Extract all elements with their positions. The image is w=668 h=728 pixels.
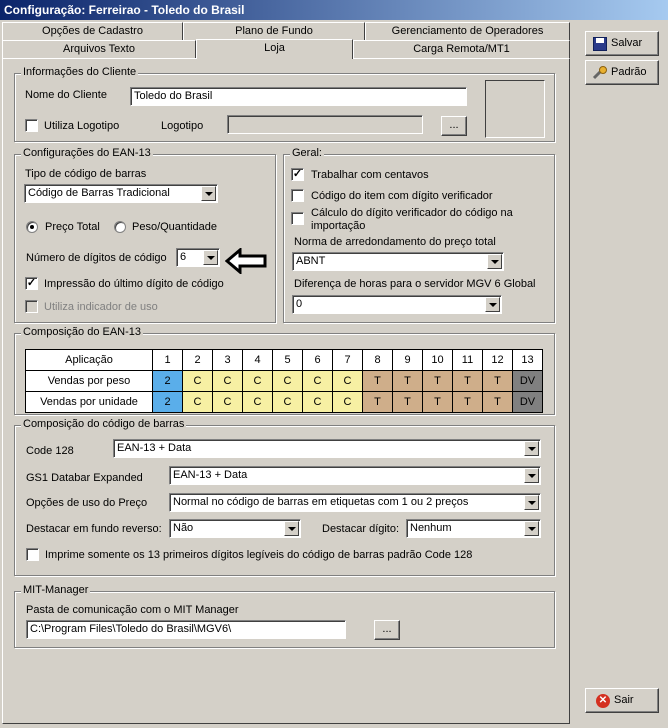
opcoes-preco-label: Opções de uso do Preço xyxy=(26,497,148,509)
header-cell: 7 xyxy=(333,350,363,371)
indicador-uso-label: Utiliza indicador de uso xyxy=(44,301,158,313)
tab-loja[interactable]: Loja xyxy=(196,39,353,59)
header-cell: 8 xyxy=(363,350,393,371)
nome-cliente-label: Nome do Cliente xyxy=(25,89,107,101)
gs1-label: GS1 Databar Expanded xyxy=(26,472,143,484)
table-cell: T xyxy=(453,392,483,413)
peso-quantidade-radio[interactable] xyxy=(114,221,126,233)
imprime-13-digitos-label: Imprime somente os 13 primeiros dígitos legíveis do código de barras padrão Code 128 xyxy=(45,549,473,561)
table-cell: C xyxy=(333,392,363,413)
wrench-icon xyxy=(592,66,608,80)
preco-total-label: Preço Total xyxy=(45,221,100,233)
table-cell: T xyxy=(393,392,423,413)
table-cell: T xyxy=(393,371,423,392)
header-cell: 6 xyxy=(303,350,333,371)
table-cell: DV xyxy=(513,392,543,413)
tab-gerenciamento-operadores[interactable]: Gerenciamento de Operadores xyxy=(365,22,570,40)
tipo-codigo-value: Código de Barras Tradicional xyxy=(28,187,170,199)
utiliza-logotipo-label: Utiliza Logotipo xyxy=(44,120,120,132)
arrow-left-icon xyxy=(225,248,267,274)
floppy-icon xyxy=(593,37,607,51)
tab-plano-fundo[interactable]: Plano de Fundo xyxy=(183,22,365,40)
diferenca-horas-select[interactable] xyxy=(292,295,502,314)
header-cell: 9 xyxy=(393,350,423,371)
header-cell: 11 xyxy=(453,350,483,371)
header-cell: 2 xyxy=(183,350,213,371)
header-cell: 3 xyxy=(213,350,243,371)
preco-total-radio[interactable] xyxy=(26,221,38,233)
logotipo-browse-button[interactable]: ... xyxy=(441,116,467,136)
tab-carga-remota[interactable]: Carga Remota/MT1 xyxy=(353,40,570,58)
calculo-digito-checkbox[interactable] xyxy=(291,212,304,225)
header-cell: 1 xyxy=(153,350,183,371)
group-legend: Composição do EAN-13 xyxy=(23,326,142,338)
chevron-down-icon[interactable] xyxy=(524,441,539,456)
header-cell: 4 xyxy=(243,350,273,371)
table-cell: T xyxy=(453,371,483,392)
row-label: Vendas por unidade xyxy=(26,392,153,413)
chevron-down-icon[interactable] xyxy=(524,521,539,536)
exit-button-label: Sair xyxy=(614,694,634,706)
table-cell: C xyxy=(183,392,213,413)
peso-quantidade-label: Peso/Quantidade xyxy=(132,221,218,233)
impressao-digito-checkbox[interactable]: ✓ xyxy=(26,277,37,289)
chevron-down-icon[interactable] xyxy=(201,186,216,201)
logotipo-input[interactable] xyxy=(227,115,423,134)
num-digitos-select[interactable] xyxy=(176,248,220,267)
chevron-down-icon[interactable] xyxy=(524,495,539,510)
pasta-mit-input[interactable]: C:\Program Files\Toledo do Brasil\MGV6\ xyxy=(26,620,346,639)
table-cell: C xyxy=(303,371,333,392)
code128-value: EAN-13 + Data xyxy=(117,442,192,454)
code128-label: Code 128 xyxy=(26,445,74,457)
header-cell: 10 xyxy=(423,350,453,371)
default-button-label: Padrão xyxy=(611,66,647,78)
nome-cliente-input[interactable]: Toledo do Brasil xyxy=(130,87,467,106)
table-cell: C xyxy=(303,392,333,413)
table-cell: C xyxy=(333,371,363,392)
table-row xyxy=(26,392,543,413)
code128-select[interactable] xyxy=(113,439,541,458)
header-cell: 5 xyxy=(273,350,303,371)
table-row xyxy=(26,350,543,371)
diferenca-horas-value: 0 xyxy=(296,298,303,310)
header-cell: 13 xyxy=(513,350,543,371)
tab-opcoes-cadastro[interactable]: Opções de Cadastro xyxy=(2,22,183,40)
imprime-13-digitos-checkbox[interactable] xyxy=(26,548,39,561)
num-digitos-value: 6 xyxy=(180,251,187,263)
default-button[interactable] xyxy=(585,60,659,85)
chevron-down-icon[interactable] xyxy=(487,254,502,269)
chevron-down-icon[interactable] xyxy=(203,250,218,265)
group-legend: Configurações do EAN-13 xyxy=(23,147,151,159)
window-title: Configuração: Ferreirao - Toledo do Brasil xyxy=(0,0,668,20)
table-cell: T xyxy=(483,371,513,392)
norma-value: ABNT xyxy=(296,255,326,267)
pasta-mit-browse-button[interactable]: ... xyxy=(374,620,400,640)
close-icon: ✕ xyxy=(596,694,610,708)
indicador-uso-checkbox[interactable] xyxy=(25,300,38,313)
row-label: Vendas por peso xyxy=(26,371,153,392)
save-button[interactable] xyxy=(585,31,659,56)
table-cell: 2 xyxy=(153,392,183,413)
table-cell: T xyxy=(423,371,453,392)
trabalhar-centavos-checkbox[interactable]: ✓ xyxy=(292,168,303,180)
logotipo-label: Logotipo xyxy=(161,120,204,132)
logo-preview xyxy=(485,80,545,138)
table-cell: C xyxy=(273,392,303,413)
table-cell: T xyxy=(363,392,393,413)
table-cell: C xyxy=(183,371,213,392)
calculo-digito-label-2: importação xyxy=(311,220,366,232)
group-legend: Geral: xyxy=(292,147,322,159)
chevron-down-icon[interactable] xyxy=(485,297,500,312)
codigo-item-label: Código do item com dígito verificador xyxy=(311,190,493,202)
norma-select[interactable] xyxy=(292,252,504,271)
table-cell: T xyxy=(483,392,513,413)
group-legend: MIT-Manager xyxy=(23,584,89,596)
destacar-digito-label: Destacar dígito: xyxy=(322,523,400,535)
ean-composition-table xyxy=(25,349,543,413)
table-cell: DV xyxy=(513,371,543,392)
pasta-mit-label: Pasta de comunicação com o MIT Manager xyxy=(26,604,239,616)
tipo-codigo-select[interactable] xyxy=(24,184,218,203)
tipo-codigo-label: Tipo de código de barras xyxy=(25,168,147,180)
group-legend: Composição do código de barras xyxy=(23,418,185,430)
fundo-reverso-select[interactable] xyxy=(169,519,301,538)
tab-arquivos-texto[interactable]: Arquivos Texto xyxy=(2,40,196,58)
opcoes-preco-select[interactable] xyxy=(169,493,541,512)
header-cell: Aplicação xyxy=(26,350,153,371)
codigo-item-checkbox[interactable] xyxy=(291,189,304,202)
table-cell: T xyxy=(423,392,453,413)
opcoes-preco-value: Normal no código de barras em etiquetas com 1 ou 2 preços xyxy=(173,496,469,508)
table-cell: C xyxy=(243,371,273,392)
diferenca-horas-label: Diferença de horas para o servidor MGV 6 Global xyxy=(294,278,536,290)
table-cell: C xyxy=(273,371,303,392)
table-cell: T xyxy=(363,371,393,392)
gs1-select[interactable] xyxy=(169,466,541,485)
table-cell: C xyxy=(243,392,273,413)
calculo-digito-label-1: Cálculo do dígito verificador do código na xyxy=(311,207,513,219)
header-cell: 12 xyxy=(483,350,513,371)
utiliza-logotipo-checkbox[interactable] xyxy=(25,119,38,132)
impressao-digito-label: Impressão do último dígito de código xyxy=(44,278,224,290)
trabalhar-centavos-label: Trabalhar com centavos xyxy=(311,169,429,181)
gs1-value: EAN-13 + Data xyxy=(173,469,248,481)
chevron-down-icon[interactable] xyxy=(524,468,539,483)
save-button-label: Salvar xyxy=(611,37,643,49)
fundo-reverso-value: Não xyxy=(173,522,194,534)
exit-button[interactable] xyxy=(585,688,659,713)
chevron-down-icon[interactable] xyxy=(284,521,299,536)
fundo-reverso-label: Destacar em fundo reverso: xyxy=(26,523,162,535)
destacar-digito-select[interactable] xyxy=(406,519,541,538)
table-row xyxy=(26,371,543,392)
table-cell: 2 xyxy=(153,371,183,392)
norma-label: Norma de arredondamento do preço total xyxy=(294,236,496,248)
num-digitos-label: Número de dígitos de código xyxy=(26,252,167,264)
table-cell: C xyxy=(213,392,243,413)
group-legend: Informações do Cliente xyxy=(23,66,137,78)
destacar-digito-value: Nenhum xyxy=(410,522,452,534)
table-cell: C xyxy=(213,371,243,392)
